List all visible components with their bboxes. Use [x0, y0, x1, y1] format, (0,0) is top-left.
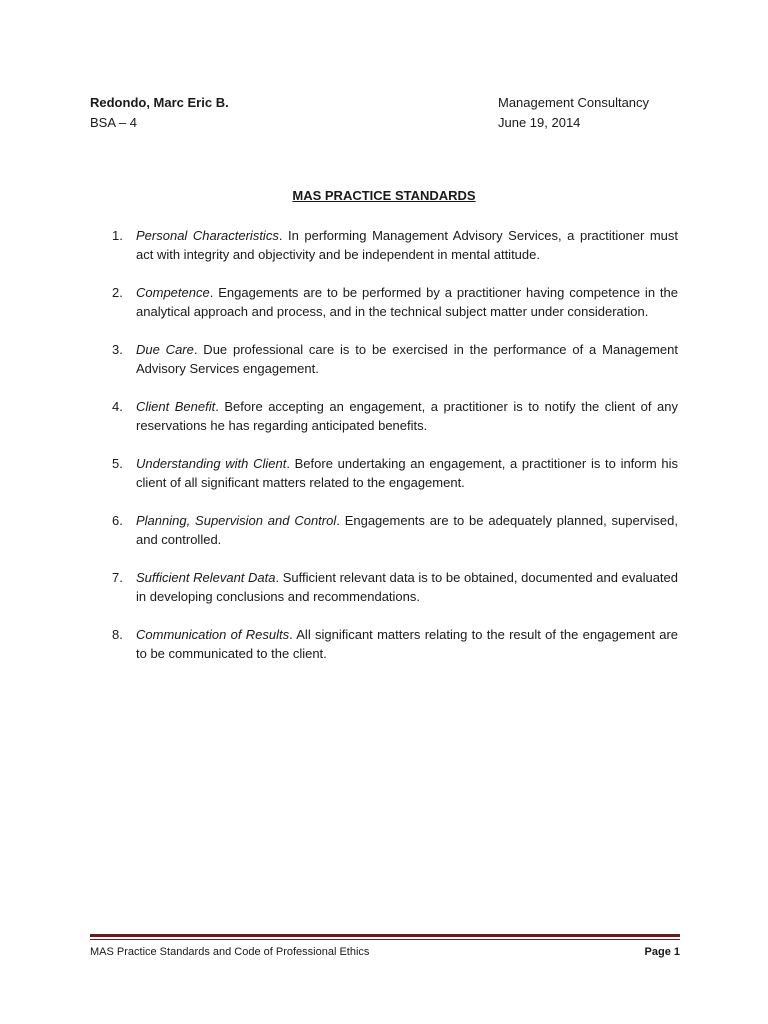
standard-item [112, 226, 678, 264]
item-number: 5. [112, 456, 123, 471]
item-term: Personal Characteristics [136, 228, 279, 243]
item-text: . Due professional care is to be exercised in the performance of a Management Advisory Services engagement. [136, 342, 678, 376]
item-term: Understanding with Client [136, 456, 287, 471]
item-term: Sufficient Relevant Data [136, 570, 276, 585]
course-year: BSA – 4 [90, 115, 137, 130]
item-number: 7. [112, 570, 123, 585]
item-number: 2. [112, 285, 123, 300]
standard-item [112, 397, 678, 435]
standard-item [112, 625, 678, 663]
header-right-block [498, 93, 649, 133]
item-number: 1. [112, 228, 123, 243]
item-text: . All significant matters relating to the result of the engagement are to be communicated to the client. [136, 627, 679, 661]
standard-item [112, 568, 678, 606]
item-text: . Before undertaking an engagement, a practitioner is to inform his client of all significant matters related to the engagement. [136, 456, 678, 490]
footer-rule-thick [90, 934, 680, 937]
subject-name: Management Consultancy [498, 95, 650, 110]
item-text: . In performing Management Advisory Services, a practitioner must act with integrity and objectivity and be independent in mental attitude. [136, 228, 678, 262]
standard-item [112, 340, 678, 378]
document-date: June 19, 2014 [498, 115, 581, 130]
item-text: . Engagements are to be performed by a practitioner having competence in the analytical approach and process, and in the technical subject matter under consideration. [136, 285, 678, 319]
author-name: Redondo, Marc Eric B. [90, 95, 229, 110]
document-title: MAS PRACTICE STANDARDS [292, 188, 476, 203]
footer-rule-thin [90, 939, 680, 940]
page-number: Page 1 [644, 946, 680, 958]
item-term: Planning, Supervision and Control [136, 513, 337, 528]
standards-list [112, 226, 678, 682]
item-number: 6. [112, 513, 123, 528]
item-term: Due Care [136, 342, 194, 357]
item-number: 4. [112, 399, 123, 414]
standard-item [112, 283, 678, 321]
standard-item [112, 511, 678, 549]
header-left-block [90, 93, 229, 133]
item-text: . Sufficient relevant data is to be obtained, documented and evaluated in developing conclusions and recommendations. [136, 570, 678, 604]
item-number: 8. [112, 627, 123, 642]
standard-item [112, 454, 678, 492]
item-number: 3. [112, 342, 123, 357]
item-term: Communication of Results [136, 627, 290, 642]
footer-document-title: MAS Practice Standards and Code of Professional Ethics [90, 946, 370, 958]
item-text: . Before accepting an engagement, a practitioner is to notify the client of any reservations he has regarding anticipated benefits. [136, 399, 678, 433]
item-text: . Engagements are to be adequately planned, supervised, and controlled. [136, 513, 678, 547]
item-term: Competence [136, 285, 210, 300]
item-term: Client Benefit [136, 399, 216, 414]
